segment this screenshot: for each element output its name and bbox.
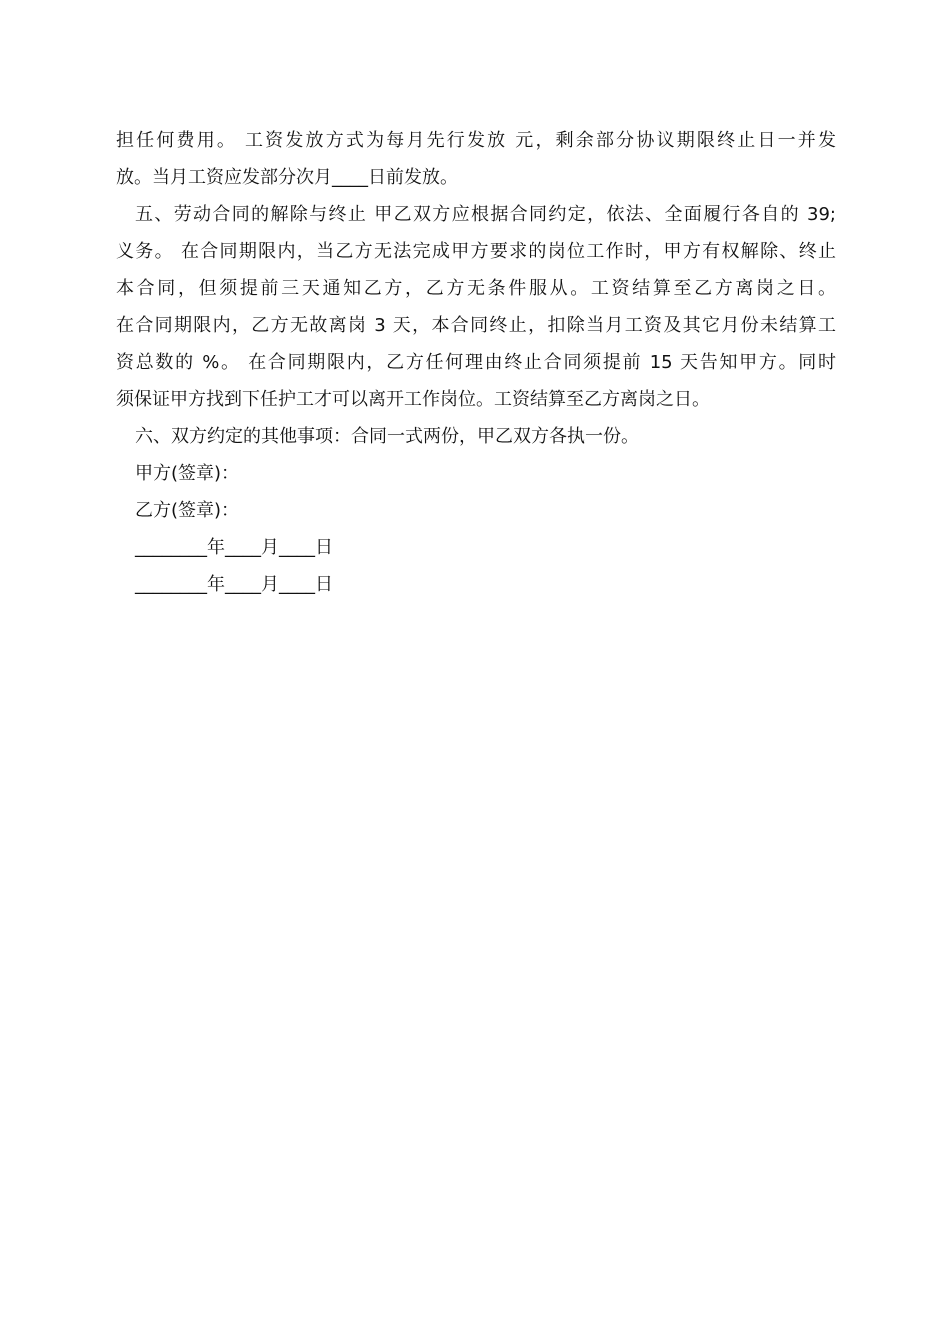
date-line-a: ________年____月____日: [135, 537, 333, 558]
date-line-b: ________年____月____日: [135, 574, 333, 595]
paragraph-line: 义务。 在合同期限内，当乙方无法完成甲方要求的岗位工作时，甲方有权解除、终止: [116, 241, 836, 262]
paragraph-line: 资总数的 %。 在合同期限内，乙方任何理由终止合同须提前 15 天告知甲方。同时: [116, 352, 836, 373]
paragraph-line: 在合同期限内，乙方无故离岗 3 天，本合同终止，扣除当月工资及其它月份未结算工: [116, 315, 836, 336]
paragraph-line: 须保证甲方找到下任护工才可以离开工作岗位。工资结算至乙方离岗之日。: [116, 389, 710, 410]
section-six-heading: 六、双方约定的其他事项：合同一式两份，甲乙双方各执一份。: [135, 426, 639, 447]
paragraph-line: 本合同，但须提前三天通知乙方，乙方无条件服从。工资结算至乙方离岗之日。: [116, 278, 836, 299]
paragraph-line: 放。当月工资应发部分次月____日前发放。: [116, 167, 458, 188]
party-a-signature: 甲方(签章)：: [135, 463, 240, 484]
section-five-heading: 五、劳动合同的解除与终止 甲乙双方应根据合同约定，依法、全面履行各自的 39;: [135, 204, 836, 225]
paragraph-line: 担任何费用。 工资发放方式为每月先行发放 元，剩余部分协议期限终止日一并发: [116, 130, 836, 151]
document-body: [116, 122, 836, 603]
party-b-signature: 乙方(签章)：: [135, 500, 240, 521]
